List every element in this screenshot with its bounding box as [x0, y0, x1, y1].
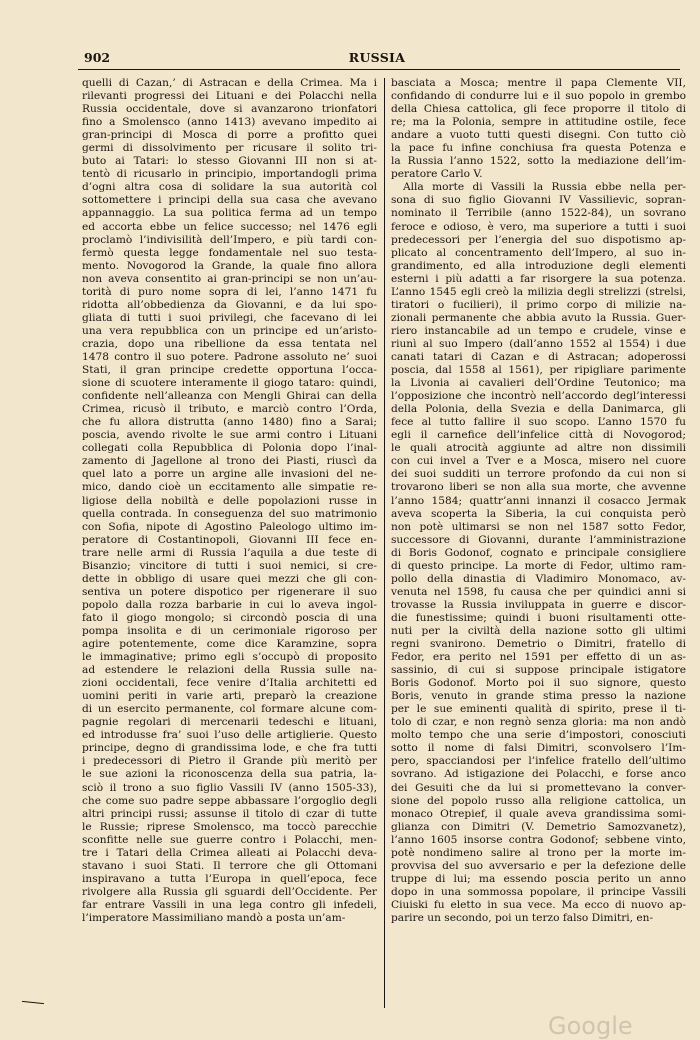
text-line: mico, dando cioè un eccitamento alle simpatie re-	[82, 481, 377, 494]
text-line: riero instancabile ad un tempo e crudele, vinse e	[391, 324, 686, 337]
text-line: fece al tutto fallire il suo scopo. L’anno 1570 fu	[391, 416, 686, 429]
text-line: tiratori o fucilieri), il primo corpo di milizie na-	[391, 298, 686, 311]
text-line: pero, spacciandosi per l’infelice fratello dell’ultimo	[391, 755, 686, 768]
text-line: popolo dalla rozza barbarie in cui lo aveva ingol-	[82, 598, 377, 611]
text-line: Boris, venuto in grande stima presso la nazione	[391, 690, 686, 703]
text-line: sione di scuotere interamente il giogo tataro: quindi,	[82, 377, 377, 390]
text-line: quel lato a porre un argine alle invasioni del ne-	[82, 468, 377, 481]
text-line: Boris Godonof. Morto poi il suo signore, questo	[391, 677, 686, 690]
text-line: Crimea, ricusò il tributo, e marciò contro l’Orda,	[82, 403, 377, 416]
text-line: molto tempo che una serie d’impostori, conosciuti	[391, 729, 686, 742]
text-line: Alla morte di Vassili la Russia ebbe nella per-	[403, 181, 686, 194]
margin-mark	[22, 1001, 44, 1004]
text-line: con Sofia, nipote di Agostino Paleologo ultimo im-	[82, 520, 377, 533]
text-line: successore di Giovanni, durante l’amministrazione	[391, 533, 686, 546]
text-line: una vera repubblica con un principe ed un’aristo-	[82, 324, 377, 337]
text-line: rivolgere alla Russia gli sguardi dell’Occidente. Per	[82, 885, 377, 898]
text-line: peratore Carlo V.	[391, 168, 483, 181]
text-line: venuta nel 1598, fu causa che per quindici anni si	[391, 585, 686, 598]
text-line: uomini periti in varie arti, preparò la creazione	[82, 690, 377, 703]
text-line: con cui invel a Tver e a Mosca, misero nel cuore	[391, 455, 686, 468]
text-line: L’anno 1545 egli creò la milizia degli strelizzi (strelsi,	[391, 285, 686, 298]
text-line: Bisanzio; vincitore di tutti i suoi nemici, si cre-	[82, 559, 377, 572]
text-line: ligiose della nobiltà e delle popolazioni russe in	[82, 494, 377, 507]
text-line: i predecessori di Pietro il Grande più meritò per	[82, 755, 377, 768]
right-column	[391, 77, 686, 925]
text-line: sione del popolo russo alla religione cattolica, un	[391, 794, 686, 807]
text-line: dei suoi sudditi un terrore profondo da cui non si	[391, 468, 686, 481]
text-line: della Chiesa cattolica, gli fece proporre il titolo di	[391, 103, 686, 116]
text-line: truppe di lui; ma essendo poscia perito un anno	[391, 872, 686, 885]
text-line: sconfitte nelle sue guerre contro i Polacchi, men-	[82, 833, 377, 846]
text-line: sotto il nome di falsi Dimitri, sconvolsero l’Im-	[391, 742, 686, 755]
text-line: tre i Tatari della Crimea alleati ai Polacchi deva-	[82, 846, 377, 859]
left-column	[82, 77, 377, 925]
text-line: confidente nell’alleanza con Mengli Ghirai can della	[82, 390, 377, 403]
text-line: le immaginative; primo egli s’occupò di proposito	[82, 651, 377, 664]
text-line: feroce e odioso, è vero, ma superiore a tutti i suoi	[391, 220, 686, 233]
text-line: parire un secondo, poi un terzo falso Dimitri, en-	[391, 912, 654, 924]
text-line: della Polonia, della Svezia e della Danimarca, gli	[391, 403, 686, 416]
text-line: principe, degno di grandissima lode, e che fra tutti	[82, 742, 377, 755]
text-line: zamento di Jagellone al trono dei Piasti, riuscì da	[82, 455, 377, 468]
text-line: potè nondimeno salire al trono per la morte im-	[391, 846, 686, 859]
text-line: che come suo padre seppe abbassare l’orgoglio degli	[82, 794, 377, 807]
text-line: le quali atrocità aggiunte ad altre non dissimili	[391, 442, 686, 455]
text-line: basciata a Mosca; mentre il papa Clemente VII,	[391, 77, 686, 89]
text-line: trare nelle armi di Russia l’aquila a due teste di	[82, 546, 377, 559]
text-line: tolo di czar, e non regnò senza gloria: ma non andò	[391, 716, 686, 729]
text-line: sciò il trono a suo figlio Vassili IV (anno 1505-33),	[82, 781, 377, 794]
text-line: trovarono liberi se non alla sua morte, che avvenne	[391, 481, 686, 494]
text-line: trovasse la Russia inviluppata in guerre e discor-	[391, 598, 686, 611]
text-line: torità di puro nome sopra di lei, l’anno 1471 fu	[82, 285, 377, 298]
text-line: che fu allora distrutta (anno 1480) fino a Sarai;	[82, 416, 377, 429]
text-line: gliata di tutti i suoi privilegi, che facevano di lei	[82, 311, 377, 324]
text-line: dopo in una sommossa popolare, il principe Vassili	[391, 885, 686, 898]
text-line: buto ai Tatari: lo stesso Giovanni III non si at-	[82, 155, 377, 168]
text-line: glianza con Dimitri (V. Demetrio Samozvanetz),	[391, 820, 686, 833]
page-number: 902	[84, 50, 111, 65]
text-line: la pace fu infine conchiusa fra questa Potenza e	[391, 142, 686, 155]
text-line: pompa insolita e di un cerimoniale rigoroso per	[82, 624, 377, 637]
text-line: non aveva consentito ai gran-principi se non un’au-	[82, 272, 377, 285]
text-line: fermò questa legge fondamentale nel suo testa-	[82, 246, 377, 259]
text-line: di Boris Godonof, cognato e principale consigliere	[391, 546, 686, 559]
column-divider	[384, 78, 385, 1008]
text-line: 1478 contro il suo potere. Padrone assoluto ne’ suoi	[82, 350, 377, 363]
text-line: nuti per la civiltà della nazione sotto gli ultimi	[391, 624, 686, 637]
text-line: le Russie; riprese Smolensco, ma toccò parecchie	[82, 820, 377, 833]
page-header	[76, 50, 678, 70]
text-line: plicato al concentramento dell’Impero, al suo in-	[391, 246, 686, 259]
text-line: confidando di condurre lui e il suo popolo in grembo	[391, 90, 686, 103]
text-line: stavano i suoi Stati. Il terrore che gli Ottomani	[82, 859, 377, 872]
text-line: canati tatari di Cazan e di Astracan; adoperossi	[391, 350, 686, 363]
text-line: ad estendere le relazioni della Russia sulle na-	[82, 664, 377, 677]
text-line: sassinio, di cui si suppose principale istigatore	[391, 664, 686, 677]
text-line: Ciuiski fu eletto in sua vece. Ma ecco di nuovo ap-	[391, 898, 686, 911]
text-line: quelli di Cazan,’ di Astracan e della Crimea. Ma i	[82, 77, 377, 89]
text-line: esterni i più adatti a far risorgere la sua potenza.	[391, 272, 686, 285]
text-line: pagnie regolari di mercenarii tedeschi e lituani,	[82, 716, 377, 729]
text-line: gran-principi di Mosca di porre a profitto quei	[82, 129, 377, 142]
text-line: sona di suo figlio Giovanni IV Vassilievic, sopran-	[391, 194, 686, 207]
text-line: grandimento, ed alla introduzione degli elementi	[391, 259, 686, 272]
running-title: RUSSIA	[348, 50, 406, 65]
text-line: regni svanirono. Demetrio o Dimitri, fratello di	[391, 638, 686, 651]
text-line: fino a Smolensco (anno 1413) avevano impedito ai	[82, 116, 377, 129]
text-line: di un esercito permanente, col formare alcune com-	[82, 703, 377, 716]
text-line: andare a vuoto tutti questi disegni. Con tutto ciò	[391, 129, 686, 142]
text-line: zioni occidentali, fece venire d’Italia architetti ed	[82, 677, 377, 690]
text-line: die funestissime; quindi i buoni risultamenti otte-	[391, 611, 686, 624]
text-line: l’opposizione che incontrò nell’accordo degl’interessi	[391, 390, 686, 403]
text-line: egli il carnefice dell’infelice città di Novogorod;	[391, 429, 686, 442]
text-line: dei Gesuiti che da lui si promettevano la conver-	[391, 781, 686, 794]
text-line: re; ma la Polonia, sempre in attitudine ostile, fece	[391, 116, 686, 129]
text-line: rilevanti progressi dei Lituani e dei Polacchi nella	[82, 90, 377, 103]
text-line: l’anno 1605 insorse contra Godonof; sebbene vinto,	[391, 833, 686, 846]
text-line: Russia occidentale, dove si avanzarono trionfatori	[82, 103, 377, 116]
text-line: tentò di ricusarlo in principio, importandogli prima	[82, 168, 377, 181]
text-line: pollo della dinastia di Vladimiro Monomaco, av-	[391, 572, 686, 585]
text-line: dette in obbligo di usare quei mezzi che gli con-	[82, 572, 377, 585]
header-rule	[78, 69, 680, 70]
text-line: Stati, il gran principe credette opportuna l’occa-	[82, 364, 377, 377]
text-line: per le sue eminenti qualità di spirito, prese il ti-	[391, 703, 686, 716]
text-line: poscia, avendo rivolte le sue armi contro i Lituani	[82, 429, 377, 442]
text-line: riunì al suo Impero (dall’anno 1552 al 1554) i due	[391, 337, 686, 350]
text-line: quella contrada. In conseguenza del suo matrimonio	[82, 507, 377, 520]
watermark: Google	[548, 1012, 633, 1040]
text-line: d’ogni altra cosa di solidare la sua autorità col	[82, 181, 377, 194]
text-line: nominato il Terribile (anno 1522-84), un sovrano	[391, 207, 686, 220]
text-line: le sue azioni la riconoscenza della sua patria, la-	[82, 768, 377, 781]
text-line: l’anno 1584; quattr’anni innanzi il cosacco Jermak	[391, 494, 686, 507]
text-line: predecessori per l’energia del suo dispotismo ap-	[391, 233, 686, 246]
text-line: zionali permanente che abbia avuto la Russia. Guer-	[391, 311, 686, 324]
text-line: altri principi russi; assunse il titolo di czar di tutte	[82, 807, 377, 820]
text-line: inspiravano a tutta l’Europa in quell’epoca, fece	[82, 872, 377, 885]
text-line: collegati colla Repubblica di Polonia dopo l’inal-	[82, 442, 377, 455]
text-line: ridotta all’obbedienza da Giovanni, e da lui spo-	[82, 298, 377, 311]
text-line: ed introdusse fra’ suoi l’uso delle artiglierie. Questo	[82, 729, 377, 742]
text-line: la Livonia ai cavalieri dell’Ordine Teutonico; ma	[391, 377, 686, 390]
text-line: monaco Otrepief, il quale aveva grandissima somi-	[391, 807, 686, 820]
text-line: di questo principe. La morte di Fedor, ultimo ram-	[391, 559, 686, 572]
text-line: agire potentemente, come dice Karamzine, sopra	[82, 638, 377, 651]
text-line: far entrare Vassili in una lega contro gli infedeli,	[82, 898, 377, 911]
text-line: crazia, dopo una ribellione da essa tentata nel	[82, 337, 377, 350]
text-line: fato il giogo mongolo; si circondò poscia di una	[82, 611, 377, 624]
text-line: aveva scoperta la Siberia, la cui conquista però	[391, 507, 686, 520]
text-line: provvisa del suo avversario e per la defezione delle	[391, 859, 686, 872]
text-line: sottomettere i principi della sua casa che avevano	[82, 194, 377, 207]
text-line: la Russia l’anno 1522, sotto la mediazione dell’im-	[391, 155, 686, 168]
text-line: mento. Novogorod la Grande, la quale fino allora	[82, 259, 377, 272]
text-line: non potè ultimarsi se non nel 1587 sotto Fedor,	[391, 520, 686, 533]
text-line: sovrano. Ad istigazione dei Polacchi, e forse anco	[391, 768, 686, 781]
text-line: germi di dissolvimento per ricusare il solito tri-	[82, 142, 377, 155]
text-line: ed accorta ebbe un felice successo; nel 1476 egli	[82, 220, 377, 233]
text-line: l’imperatore Massimiliano mandò a posta un’am-	[82, 912, 346, 924]
text-line: sentiva un potere dispotico per rigenerare il suo	[82, 585, 377, 598]
text-line: appannaggio. La sua politica ferma ad un tempo	[82, 207, 377, 220]
text-line: proclamò l’indivisilità dell’Impero, e più tardi con-	[82, 233, 377, 246]
text-line: Fedor, era perito nel 1591 per effetto di un as-	[391, 651, 686, 664]
text-line: peratore di Costantinopoli, Giovanni III fece en-	[82, 533, 377, 546]
text-line: poscia, dal 1558 al 1561), per ripigliare parimente	[391, 364, 686, 377]
